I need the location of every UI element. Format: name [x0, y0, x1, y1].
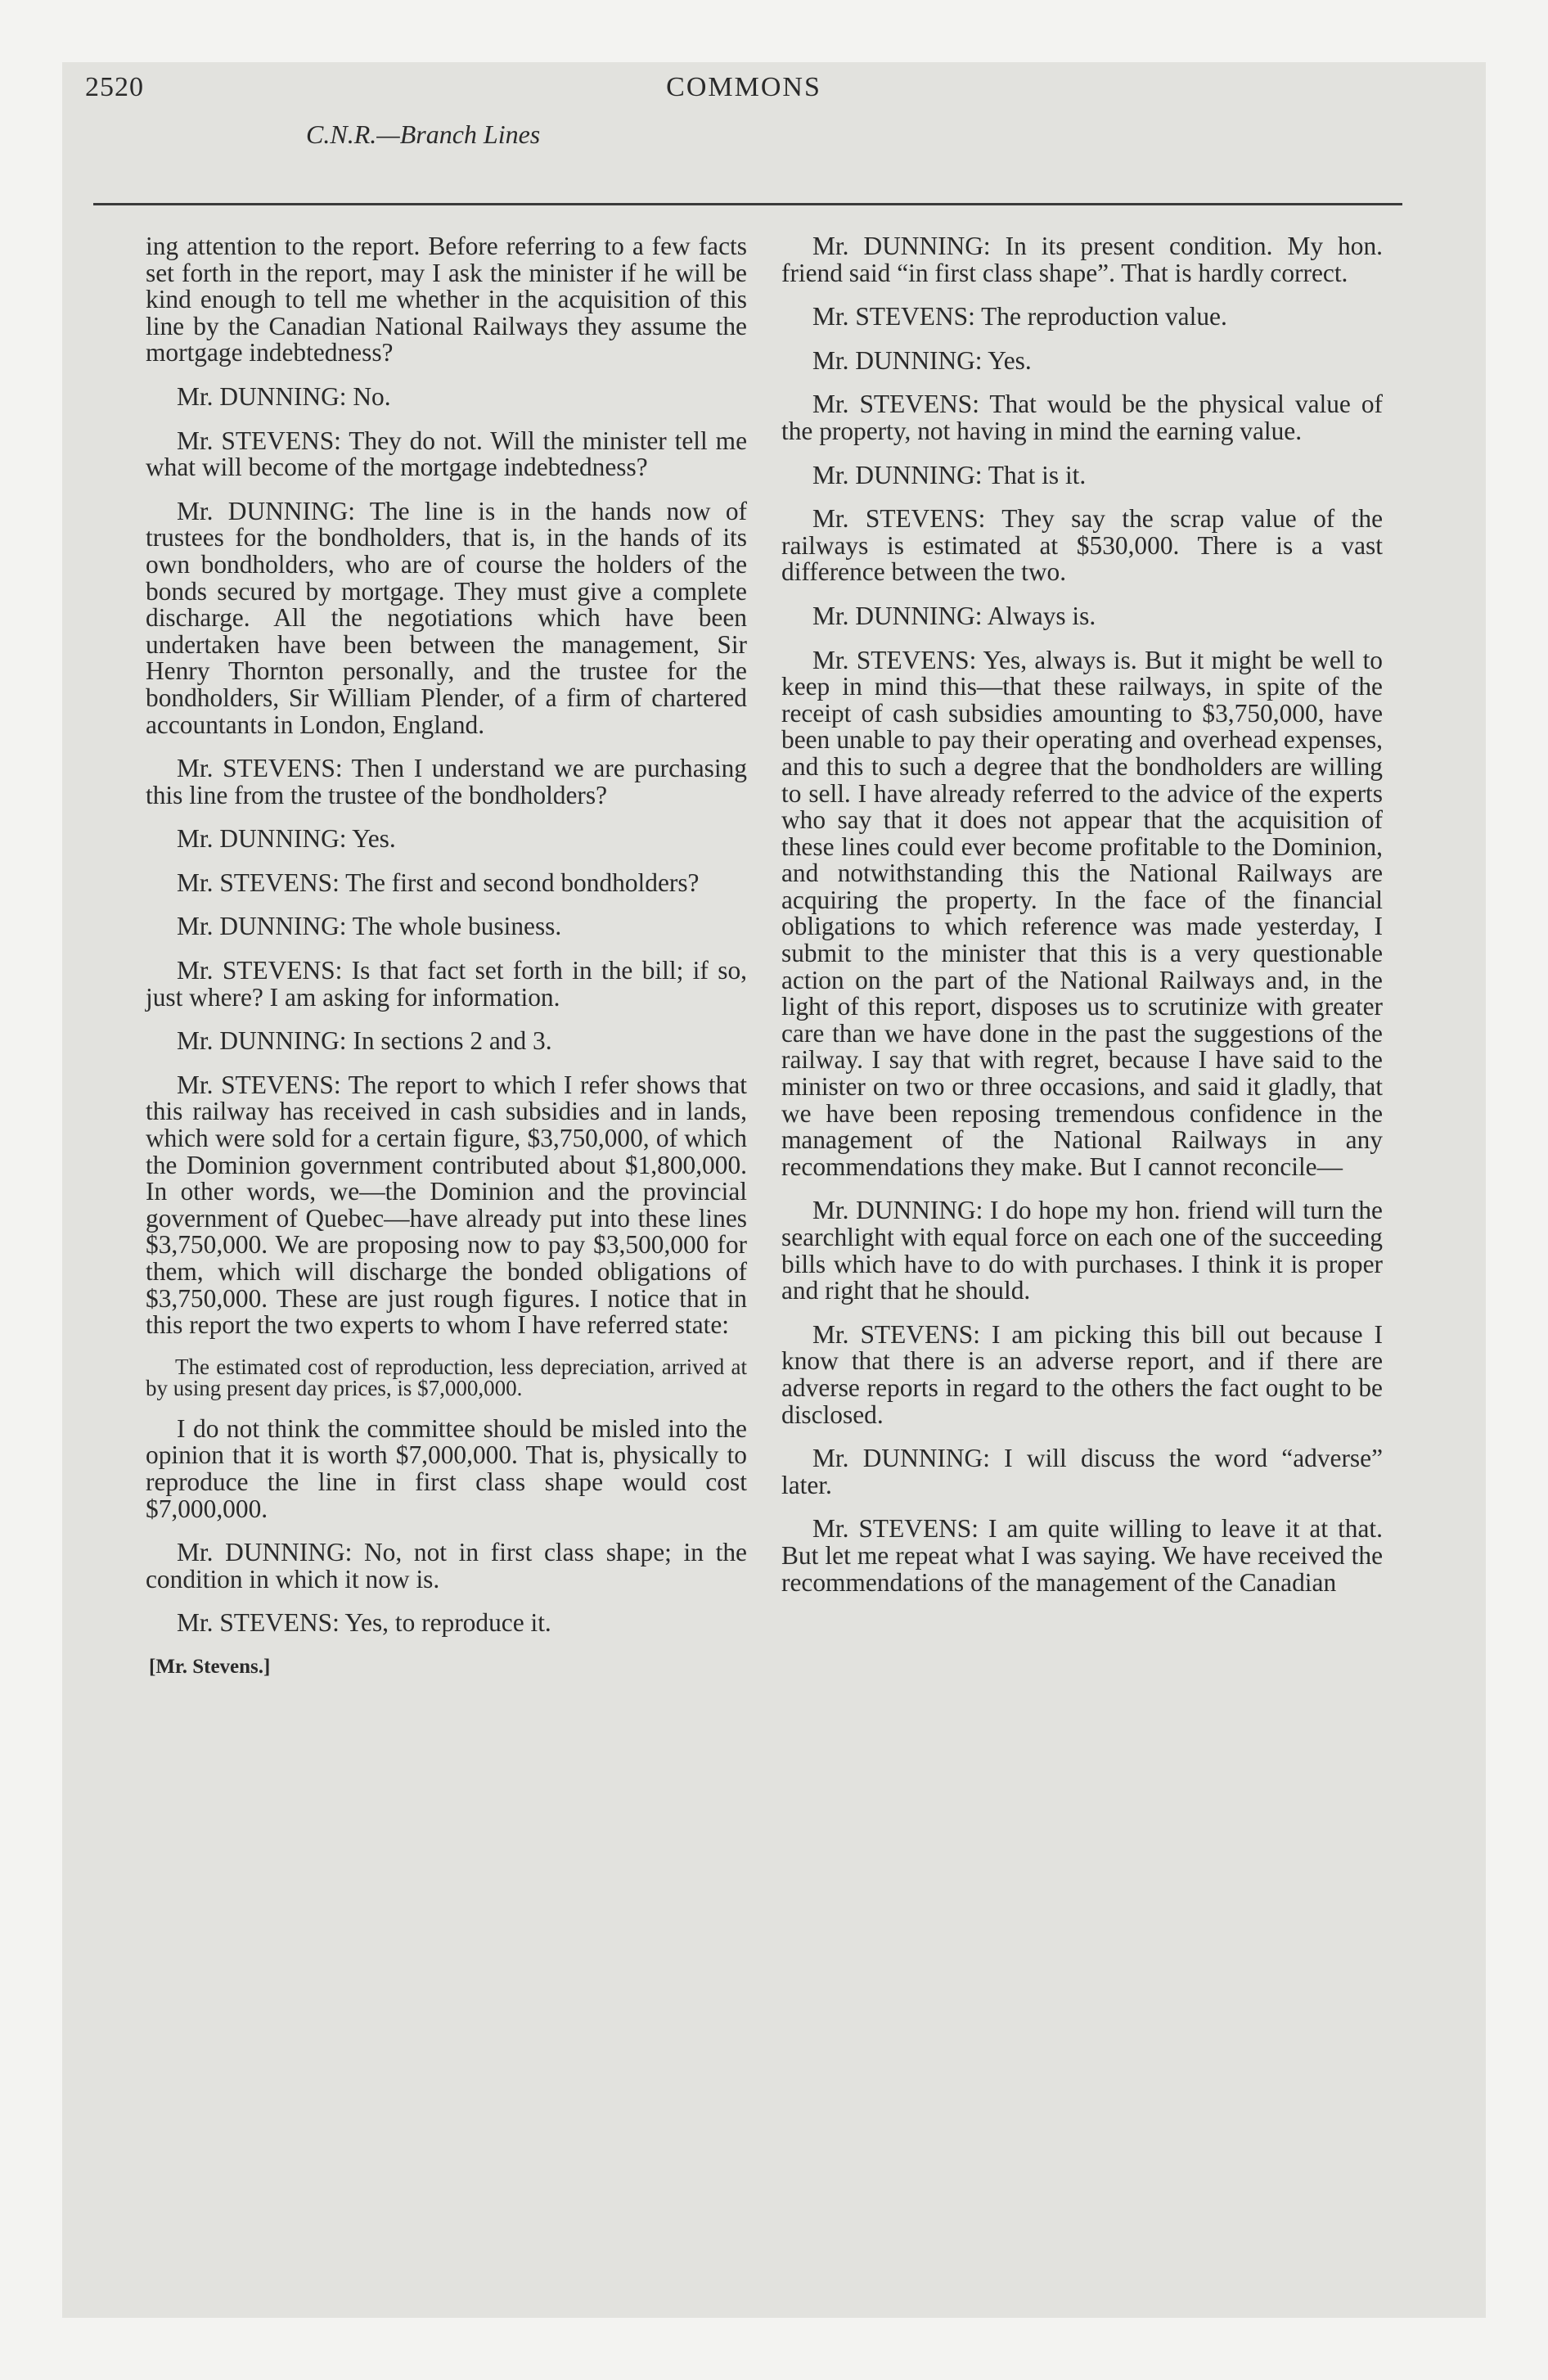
- paragraph: Mr. STEVENS: The reproduction value.: [812, 302, 1227, 331]
- header-rule: [93, 203, 1402, 205]
- right-column: [781, 233, 1383, 1613]
- paragraph: Mr. DUNNING: The line is in the hands now of trustees for the bondholders, that is, in the hands of its own bondholders, who are of course the holders of the bonds secured by mortgage. They must give a complete discharge. All the negotiations which have been undertaken have been between the management, Sir Henry Thornton personally, and the trustee for the bondholders, Sir William Plender, of a firm of chartered accountants in London, England.: [146, 496, 747, 739]
- paragraph: Mr. DUNNING: In sections 2 and 3.: [177, 1026, 552, 1056]
- running-head: COMMONS: [666, 72, 821, 102]
- paragraph: Mr. DUNNING: The whole business.: [177, 912, 562, 941]
- paragraph: Mr. DUNNING: Always is.: [812, 601, 1096, 630]
- paragraph: Mr. DUNNING: No, not in first class shape; in the condition in which it now is.: [146, 1538, 747, 1593]
- paragraph: Mr. STEVENS: The first and second bondholders?: [177, 868, 700, 897]
- section-title: C.N.R.—Branch Lines: [306, 119, 541, 149]
- paragraph: Mr. STEVENS: Yes, to reproduce it.: [177, 1608, 551, 1638]
- paragraph: Mr. STEVENS: Then I understand we are purchasing this line from the trustee of the bondholders?: [146, 754, 747, 809]
- paragraph: Mr. STEVENS: They say the scrap value of the railways is estimated at $530,000. There is a vast difference between the two.: [781, 504, 1383, 587]
- paragraph: Mr. DUNNING: Yes.: [177, 824, 396, 854]
- paragraph: Mr. DUNNING: I will discuss the word “adverse” later.: [781, 1444, 1383, 1499]
- paragraph: ing attention to the report. Before referring to a few facts set forth in the report, may I ask the minister if he will be kind enough to tell me whether in the acquisition of this line by the Canadian National Railways they assume the mortgage indebtedness?: [146, 232, 747, 367]
- paragraph: Mr. DUNNING: No.: [177, 381, 391, 411]
- paragraph: Mr. DUNNING: Yes.: [812, 345, 1032, 375]
- paragraph: Mr. STEVENS: That would be the physical value of the property, not having in mind the earning value.: [781, 390, 1383, 445]
- paragraph: I do not think the committee should be misled into the opinion that it is worth $7,000,000. That is, physically to reproduce the line in first class shape would cost $7,000,000.: [146, 1413, 747, 1523]
- paragraph: Mr. STEVENS: Yes, always is. But it might be well to keep in mind this—that these railways, in spite of the receipt of cash subsidies amounting to $3,750,000, have been unable to pay their operating and overhead expenses, and this to such a degree that the bondholders are willing to sell. I have already referred to the advice of the experts who say that it does not appear that the acquisition of these lines could ever become profitable to the Dominion, and notwithstanding this the National Railways are acquiring the property. In the face of the financial obligations to which reference was made yesterday, I submit to the minister that this is a very questionable action on the part of the National Railways and, in the light of this report, disposes us to scrutinize with greater care than we have done in the past the suggestions of the railway. I say that with regret, because I have said to the minister on two or three occasions, and said it gladly, that we have been reposing tremendous confidence in the management of the National Railways in any recommendations they make. But I cannot reconcile—: [781, 645, 1383, 1181]
- paragraph: Mr. STEVENS: Is that fact set forth in the bill; if so, just where? I am asking for information.: [146, 956, 747, 1012]
- paragraph: Mr. DUNNING: That is it.: [812, 460, 1087, 489]
- quoted-passage: The estimated cost of reproduction, less depreciation, arrived at by using present day prices, is $7,000,000.: [146, 1354, 747, 1401]
- left-column: [146, 233, 747, 1681]
- page-header: [85, 72, 1402, 203]
- paragraph: Mr. STEVENS: The report to which I refer shows that this railway has received in cash subsidies and in lands, which were sold for a certain figure, $3,750,000, of which the Dominion government contributed about $1,800,000. In other words, we—the Dominion and the provincial government of Quebec—have already put into these lines $3,750,000. We are proposing now to pay $3,500,000 for them, which will discharge the bonded obligations of $3,750,000. These are just rough figures. I notice that in this report the two experts to whom I have referred state:: [146, 1070, 747, 1340]
- paragraph: Mr. DUNNING: In its present condition. My hon. friend said “in first class shape”. That is hardly correct.: [781, 232, 1383, 287]
- paragraph: Mr. STEVENS: I am quite willing to leave it at that. But let me repeat what I was saying. We have received the recommendations of the management of the Canadian: [781, 1514, 1383, 1597]
- paragraph: Mr. DUNNING: I do hope my hon. friend will turn the searchlight with equal force on each one of the succeeding bills which have to do with purchases. I think it is proper and right that he should.: [781, 1196, 1383, 1305]
- paragraph: Mr. STEVENS: They do not. Will the minister tell me what will become of the mortgage indebtedness?: [146, 426, 747, 482]
- speaker-footer: [Mr. Stevens.]: [149, 1655, 271, 1678]
- page-number: 2520: [85, 72, 144, 102]
- paragraph: Mr. STEVENS: I am picking this bill out because I know that there is an adverse report, and if there are adverse reports in regard to the others the fact ought to be disclosed.: [781, 1319, 1383, 1429]
